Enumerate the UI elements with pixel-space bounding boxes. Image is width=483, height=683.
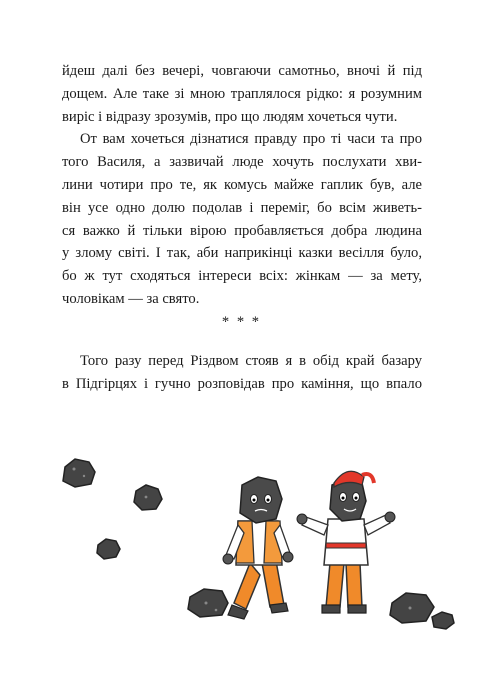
rock-icon (97, 539, 120, 559)
section-separator: * * * (221, 314, 262, 330)
text-line: в Підгірцях і гучно розповідав про каміння, що впало (62, 375, 422, 392)
text-line: того Василя, а зазвичай люде хочуть послухати хви- (62, 154, 422, 171)
rock-icon (432, 612, 454, 629)
text-line: чоловікам — за свято. (62, 290, 200, 307)
text-line: він усе одно долю подолав і переміг, бо всім живеть- (62, 199, 422, 216)
text-line: у злому світі. І так, аби наприкінці казки весілля було, (62, 245, 422, 262)
text-line: Того разу перед Різдвом стояв я в обід край базару (80, 353, 422, 369)
rock-icon (63, 459, 95, 487)
rock-icon (390, 593, 434, 623)
text-line: йдеш далі без вечері, човгаючи самотньо, вночі й під (62, 63, 422, 79)
rock-icon (188, 589, 228, 617)
text-line: дощем. Але таке зі мною траплялося рідко: я розумним (62, 85, 422, 102)
text-line: От вам хочеться дізнатися правду про ті часи та про (80, 131, 422, 148)
stone-man-left (223, 477, 293, 619)
text-line: бо ж тут сходяться інтереси всіх: жінкам — за мету, (62, 268, 422, 285)
text-line: ся важко й тільки вірою пробавляється добра людина (62, 222, 422, 239)
illustration (40, 445, 460, 675)
rock-icon (134, 485, 162, 510)
paragraph-block-top (62, 60, 422, 311)
text-line: лини чотири про те, як комусь майже гаплик був, але (62, 176, 422, 193)
stone-man-right (297, 471, 395, 613)
paragraph-block-bottom (62, 350, 422, 396)
text-line: вирiс і відразу зрозумів, про що людям хочеться чути. (62, 108, 398, 125)
